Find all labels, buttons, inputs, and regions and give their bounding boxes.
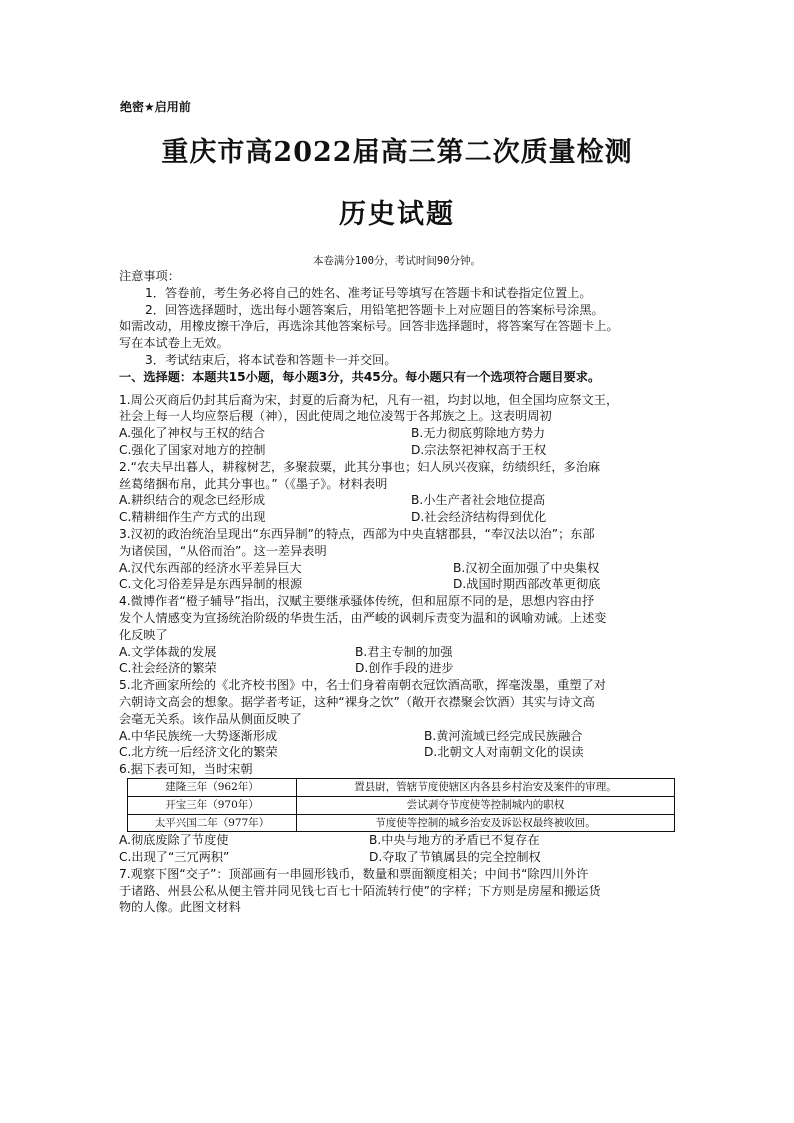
option: D.北朝文人对南朝文化的误读: [424, 745, 584, 760]
table-cell: 太平兴国二年（977年）: [128, 814, 297, 832]
question-stem: 丝葛绪捆布帛，此其分事也。”（《墨子》。材料表明: [119, 476, 388, 491]
option: D.夺取了节镇属县的完全控制权: [369, 850, 541, 865]
option: A.彻底废除了节度使: [119, 833, 229, 848]
option: C.出现了“三冗两积”: [119, 850, 230, 865]
option: C.文化习俗差异是东西异制的根源: [119, 577, 303, 592]
option: B.汉初全面加强了中央集权: [453, 560, 600, 575]
option: D.宗法祭祀神权高于王权: [411, 442, 547, 457]
question-stem: 于诸路、州县公私从便主管并同见钱七百七十陌流转行使”的字样；下方则是房屋和搬运货: [119, 883, 601, 898]
option: D.创作手段的进步: [355, 661, 454, 676]
notice-item: 写在本试卷上无效。: [119, 336, 229, 351]
option: A.汉代东西部的经济水平差异巨大: [119, 560, 302, 575]
question-stem: 会毫无关系。该作品从侧面反映了: [119, 711, 302, 726]
exam-title: 重庆市高2022届高三第二次质量检测: [161, 137, 633, 168]
table-row: [128, 796, 675, 814]
notice-item: 3．考试结束后，将本试卷和答题卡一并交回。: [145, 352, 397, 367]
option: C.社会经济的繁荣: [119, 661, 217, 676]
data-table: [127, 778, 675, 832]
question-stem: 2.“农夫早出暮人，耕稼树艺，多聚菽粟，此其分事也；妇人夙兴夜寐，纺绩织纴，多治麻: [119, 459, 601, 474]
question-stem: 5.北齐画家所绘的《北齐校书图》中，名士们身着南朝衣冠饮酒高歌，挥毫泼墨，重塑了对: [119, 678, 606, 693]
option: B.小生产者社会地位提高: [411, 493, 546, 508]
option: A.中华民族统一大势逐渐形成: [119, 728, 278, 743]
option: C.强化了国家对地方的控制: [119, 442, 266, 457]
table-cell: 置县尉，管辖节度使辖区内各县乡村治安及案件的审理。: [297, 778, 675, 796]
question-stem: 为诸侯国，“从俗而治”。这一差异表明: [119, 543, 327, 558]
option: D.社会经济结构得到优化: [411, 510, 547, 525]
question-stem: 六朝诗文高会的想象。据学者考证，这种“裸身之饮”（敞开衣襟聚会饮酒）其实与诗文高: [119, 694, 595, 709]
option: D.战国时期西部改革更彻底: [453, 577, 601, 592]
secret-mark: 绝密★启用前: [120, 100, 191, 114]
question-stem: 7.观察下图“交子”：顶部画有一串圆形钱币，数量和票面额度相关；中间书“除四川外许: [119, 866, 589, 881]
section-heading: 一、选择题：本题共15小题，每小题3分，共45分。每小题只有一个选项符合题目要求。: [119, 369, 601, 384]
table-cell: 建隆三年（962年）: [128, 778, 297, 796]
notice-item: 1．答卷前，考生务必将自己的姓名、准考证号等填写在答题卡和试卷指定位置上。: [145, 285, 592, 300]
option: B.中央与地方的矛盾已不复存在: [369, 833, 540, 848]
table-row: [128, 778, 675, 796]
notice-item: 如需改动，用橡皮擦干净后，再选涂其他答案标号。回答非选择题时，将答案写在答题卡上。: [119, 319, 619, 334]
option: C.北方统一后经济文化的繁荣: [119, 745, 278, 760]
question-stem: 化反映了: [119, 627, 168, 642]
option: A.文学体裁的发展: [119, 644, 217, 659]
option: C.精耕细作生产方式的出现: [119, 510, 266, 525]
question-stem: 物的人像。此图文材料: [119, 900, 241, 915]
exam-body: [119, 268, 679, 916]
option: B.君主专制的加强: [355, 644, 453, 659]
exam-meta: 本卷满分100分，考试时间90分钟。: [312, 255, 482, 267]
option: B.黄河流域已经完成民族融合: [424, 728, 583, 743]
question-stem: 4.微博作者“橙子辅导”指出，汉赋主要继承骚体传统，但和屈原不同的是，思想内容由抒: [119, 594, 595, 609]
question-stem: 1.周公灭商后仍封其后裔为宋，封夏的后裔为杞，凡有一祖，均封以地，但全国均应祭文王，: [119, 392, 619, 407]
question-stem: 社会上每一人均应祭后稷（神），因此使周之地位凌驾于各邦族之上。这表明周初: [119, 409, 552, 424]
exam-subtitle: 历史试题: [339, 199, 455, 230]
option: A.耕织结合的观念已经形成: [119, 493, 266, 508]
question-stem: 发个人情感变为宣扬统治阶级的华贵生活，由严峻的讽刺斥责变为温和的讽喻劝诫。上述变: [119, 610, 607, 625]
option: A.强化了神权与王权的结合: [119, 426, 266, 441]
option: B.无力彻底剪除地方势力: [411, 426, 546, 441]
question-stem: 3.汉初的政治统治呈现出“东西异制”的特点，西部为中央直辖郡县，“奉汉法以治”；东部: [119, 526, 595, 541]
notice-item: 2．回答选择题时，选出每小题答案后，用铅笔把答题卡上对应题目的答案标号涂黑。: [145, 302, 604, 317]
notice-heading: 注意事项：: [119, 269, 180, 283]
question-stem: 6.据下表可知，当时宋朝: [119, 762, 253, 777]
table-cell: 尝试剥夺节度使等控制城内的职权: [297, 796, 675, 814]
table-cell: 节度使等控制的城乡治安及诉讼权最终被收回。: [297, 814, 675, 832]
table-row: [128, 814, 675, 832]
table-cell: 开宝三年（970年）: [128, 796, 297, 814]
